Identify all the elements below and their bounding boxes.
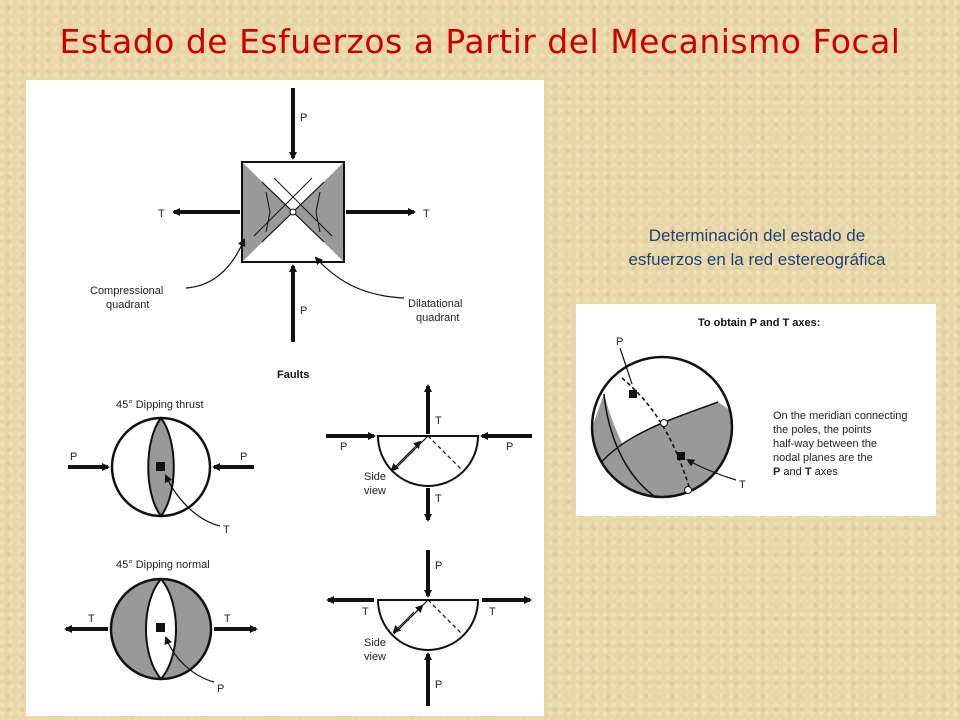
thrust-beach-pointer-label: T [223,524,230,536]
desc-and: and [783,466,802,478]
caption-line-2: esfuerzos en la red estereográfica [628,250,886,269]
desc-line-3: half-way between the [773,438,877,450]
faults-heading: Faults [277,369,310,381]
caption-line-1: Determinación del estado de [648,226,866,245]
normal-side-bottom-label: P [435,679,443,691]
block-p-top-label: P [300,112,308,124]
normal-side-left-label: T [362,606,369,618]
normal-side-top-label: P [435,560,443,572]
dilatational-label-2: quadrant [416,312,460,324]
normal-beach-left-label: T [88,613,95,625]
compressional-label-2: quadrant [106,299,150,311]
stereonet-heading: To obtain P and T axes: [698,317,821,329]
desc-line-4: nodal planes are the [773,452,873,464]
block-t-right-label: T [423,208,430,220]
desc-line-2: the poles, the points [773,424,872,436]
thrust-side-bottom-label: T [435,493,442,505]
compressional-label-1: Compressional [90,285,164,297]
stereonet-diagram [576,304,936,516]
stress-diagram-svg [26,80,544,716]
p-pole-square [629,390,637,398]
thrust-side-left-label: P [340,441,348,453]
desc-line-1: On the meridian connecting [773,410,908,422]
stereonet-p-label: P [616,336,624,348]
normal-beach-right-label: T [224,613,231,625]
thrust-side-view-label-2: view [364,485,387,497]
midpoint-circle-1 [661,420,668,427]
normal-side-view-label-2: view [364,651,387,663]
normal-side-right-label: T [489,606,496,618]
thrust-title: 45° Dipping thrust [116,399,204,411]
thrust-beach-left-label: P [70,451,78,463]
normal-side-view-label-1: Side [364,637,387,649]
block-t-left-label: T [158,208,165,220]
thrust-side-view-label-1: Side [364,471,387,483]
thrust-side-view [378,436,478,486]
slide-title: Estado de Esfuerzos a Partir del Mecanismo Focal [59,22,901,61]
stereonet-caption [560,224,954,272]
dilatational-label-1: Dilatational [408,298,463,310]
t-pole-square [677,452,685,460]
normal-beach-pointer-label: P [217,683,225,695]
thrust-side-right-label: P [506,441,514,453]
thrust-side-top-label: T [435,415,442,427]
desc-axes: axes [814,466,838,478]
stress-block [242,162,344,262]
desc-t: T [804,466,812,478]
normal-side-view [378,600,478,650]
thrust-beachball [112,418,210,516]
thrust-beach-right-label: P [240,451,248,463]
desc-line-5 [773,466,838,478]
normal-beachball [111,579,211,679]
stereonet-t-label: T [739,479,746,491]
stereonet-svg [576,304,936,516]
block-p-bottom-label: P [300,305,308,317]
desc-p: P [773,466,781,478]
dilatational-pointer [316,258,404,298]
compressional-pointer [186,240,244,288]
normal-title: 45° Dipping normal [116,559,210,571]
focal-mechanism-diagram [26,80,544,716]
midpoint-circle-2 [685,487,692,494]
